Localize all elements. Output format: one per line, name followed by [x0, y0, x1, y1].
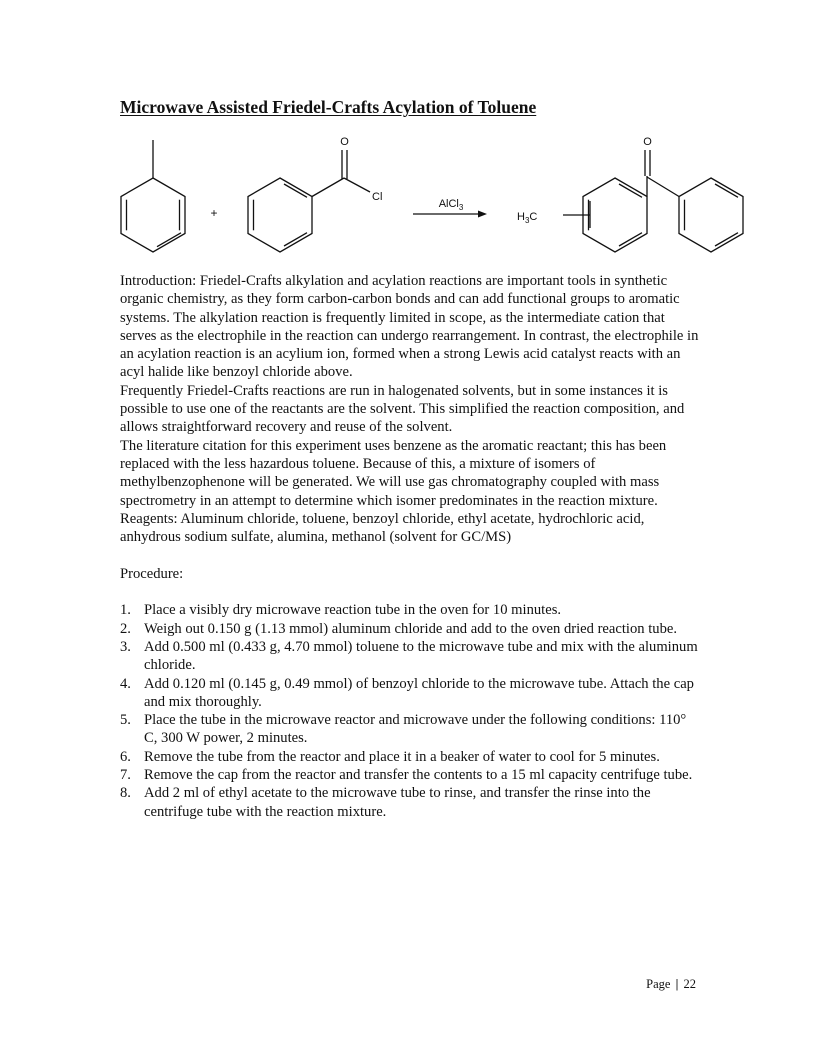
step-text: Remove the cap from the reactor and transfer the contents to a 15 ml capacity centrifuge tube.: [144, 767, 693, 784]
procedure-step: [120, 748, 700, 766]
procedure-step: [120, 675, 700, 712]
procedure-heading: Procedure:: [120, 565, 184, 582]
benzoyl-chloride-structure: [248, 150, 370, 252]
solvent-paragraph: Frequently Friedel-Crafts reactions are run in halogenated solvents, but in some instances it is possible to use one of the reactants are the solvent. This simplified the reaction composition, and allows straightforward recovery and reuse of the solvent.: [120, 382, 685, 436]
ketone-oxygen-label: O: [643, 136, 652, 148]
procedure-step: [120, 784, 700, 821]
introduction-paragraph: Introduction: Friedel-Crafts alkylation and acylation reactions are important tools in synthetic organic chemistry, as they form carbon-carbon bonds and can add functional groups to aromatic systems. The alkylation reaction is frequently limited in scope, as the intermediate cation that serves as the electrophile in the reaction can undergo rearrangement. In contrast, the electrophile in an acylation reaction is an acylium ion, formed when a strong Lewis acid catalyst reacts with an acyl halide like benzoyl chloride above.: [120, 273, 699, 381]
reagents-paragraph: Reagents: Aluminum chloride, toluene, benzoyl chloride, ethyl acetate, hydrochloric acid, anhydrous sodium sulfate, alumina, methanol (solvent for GC/MS): [120, 510, 645, 546]
step-number: 1.: [120, 602, 131, 619]
chlorine-label: Cl: [372, 191, 383, 203]
procedure-step: [120, 638, 700, 675]
step-text: Place the tube in the microwave reactor and microwave under the following conditions: 110° C, 300 W power, 2 minutes.: [144, 712, 687, 747]
reaction-scheme: [110, 128, 750, 260]
procedure-step: [120, 766, 700, 784]
methylbenzophenone-structure: [563, 150, 743, 252]
literature-paragraph: The literature citation for this experiment uses benzene as the aromatic reactant; this has been replaced with the less hazardous toluene. Because of this, a mixture of isomers of methylbenzophenone will be generated. We will use gas chromatography coupled with mass spectrometry in an attempt to determine which isomer predominates in the reaction mixture.: [120, 437, 667, 509]
step-text: Weigh out 0.150 g (1.13 mmol) aluminum chloride and add to the oven dried reaction tube.: [144, 620, 677, 637]
toluene-structure: [121, 140, 185, 252]
document-body: [120, 272, 700, 821]
page-number: 22: [683, 977, 696, 991]
procedure-step: [120, 711, 700, 748]
methyl-group-label: $H_3C$: [517, 211, 538, 225]
procedure-step: [120, 601, 700, 619]
step-number: 8.: [120, 785, 131, 802]
step-number: 2.: [120, 620, 131, 637]
plus-sign: +: [210, 206, 218, 220]
page-separator: |: [675, 977, 679, 991]
step-number: 5.: [120, 712, 131, 729]
page-word: Page: [646, 977, 671, 991]
step-text: Add 2 ml of ethyl acetate to the microwave tube to rinse, and transfer the rinse into the centrifuge tube with the reaction mixture.: [144, 785, 651, 820]
procedure-steps: [120, 601, 700, 821]
step-text: Remove the tube from the reactor and place it in a beaker of water to cool for 5 minutes.: [144, 748, 660, 765]
benzoyl-oxygen-label: O: [340, 136, 349, 148]
step-text: Add 0.120 ml (0.145 g, 0.49 mmol) of benzoyl chloride to the microwave tube. Attach the cap and mix thoroughly.: [144, 675, 694, 710]
step-number: 7.: [120, 767, 131, 784]
step-number: 3.: [120, 638, 131, 655]
document-title: Microwave Assisted Friedel-Crafts Acylation of Toluene: [120, 97, 537, 117]
procedure-step: [120, 620, 700, 638]
step-number: 4.: [120, 675, 131, 692]
step-text: Place a visibly dry microwave reaction tube in the oven for 10 minutes.: [144, 602, 562, 619]
step-number: 6.: [120, 748, 131, 765]
reaction-arrow: [413, 211, 487, 218]
step-text: Add 0.500 ml (0.433 g, 4.70 mmol) toluene to the microwave tube and mix with the aluminum chloride.: [144, 638, 698, 674]
catalyst-label: AlCl$_3$: [438, 198, 464, 212]
page-footer: [646, 977, 696, 992]
